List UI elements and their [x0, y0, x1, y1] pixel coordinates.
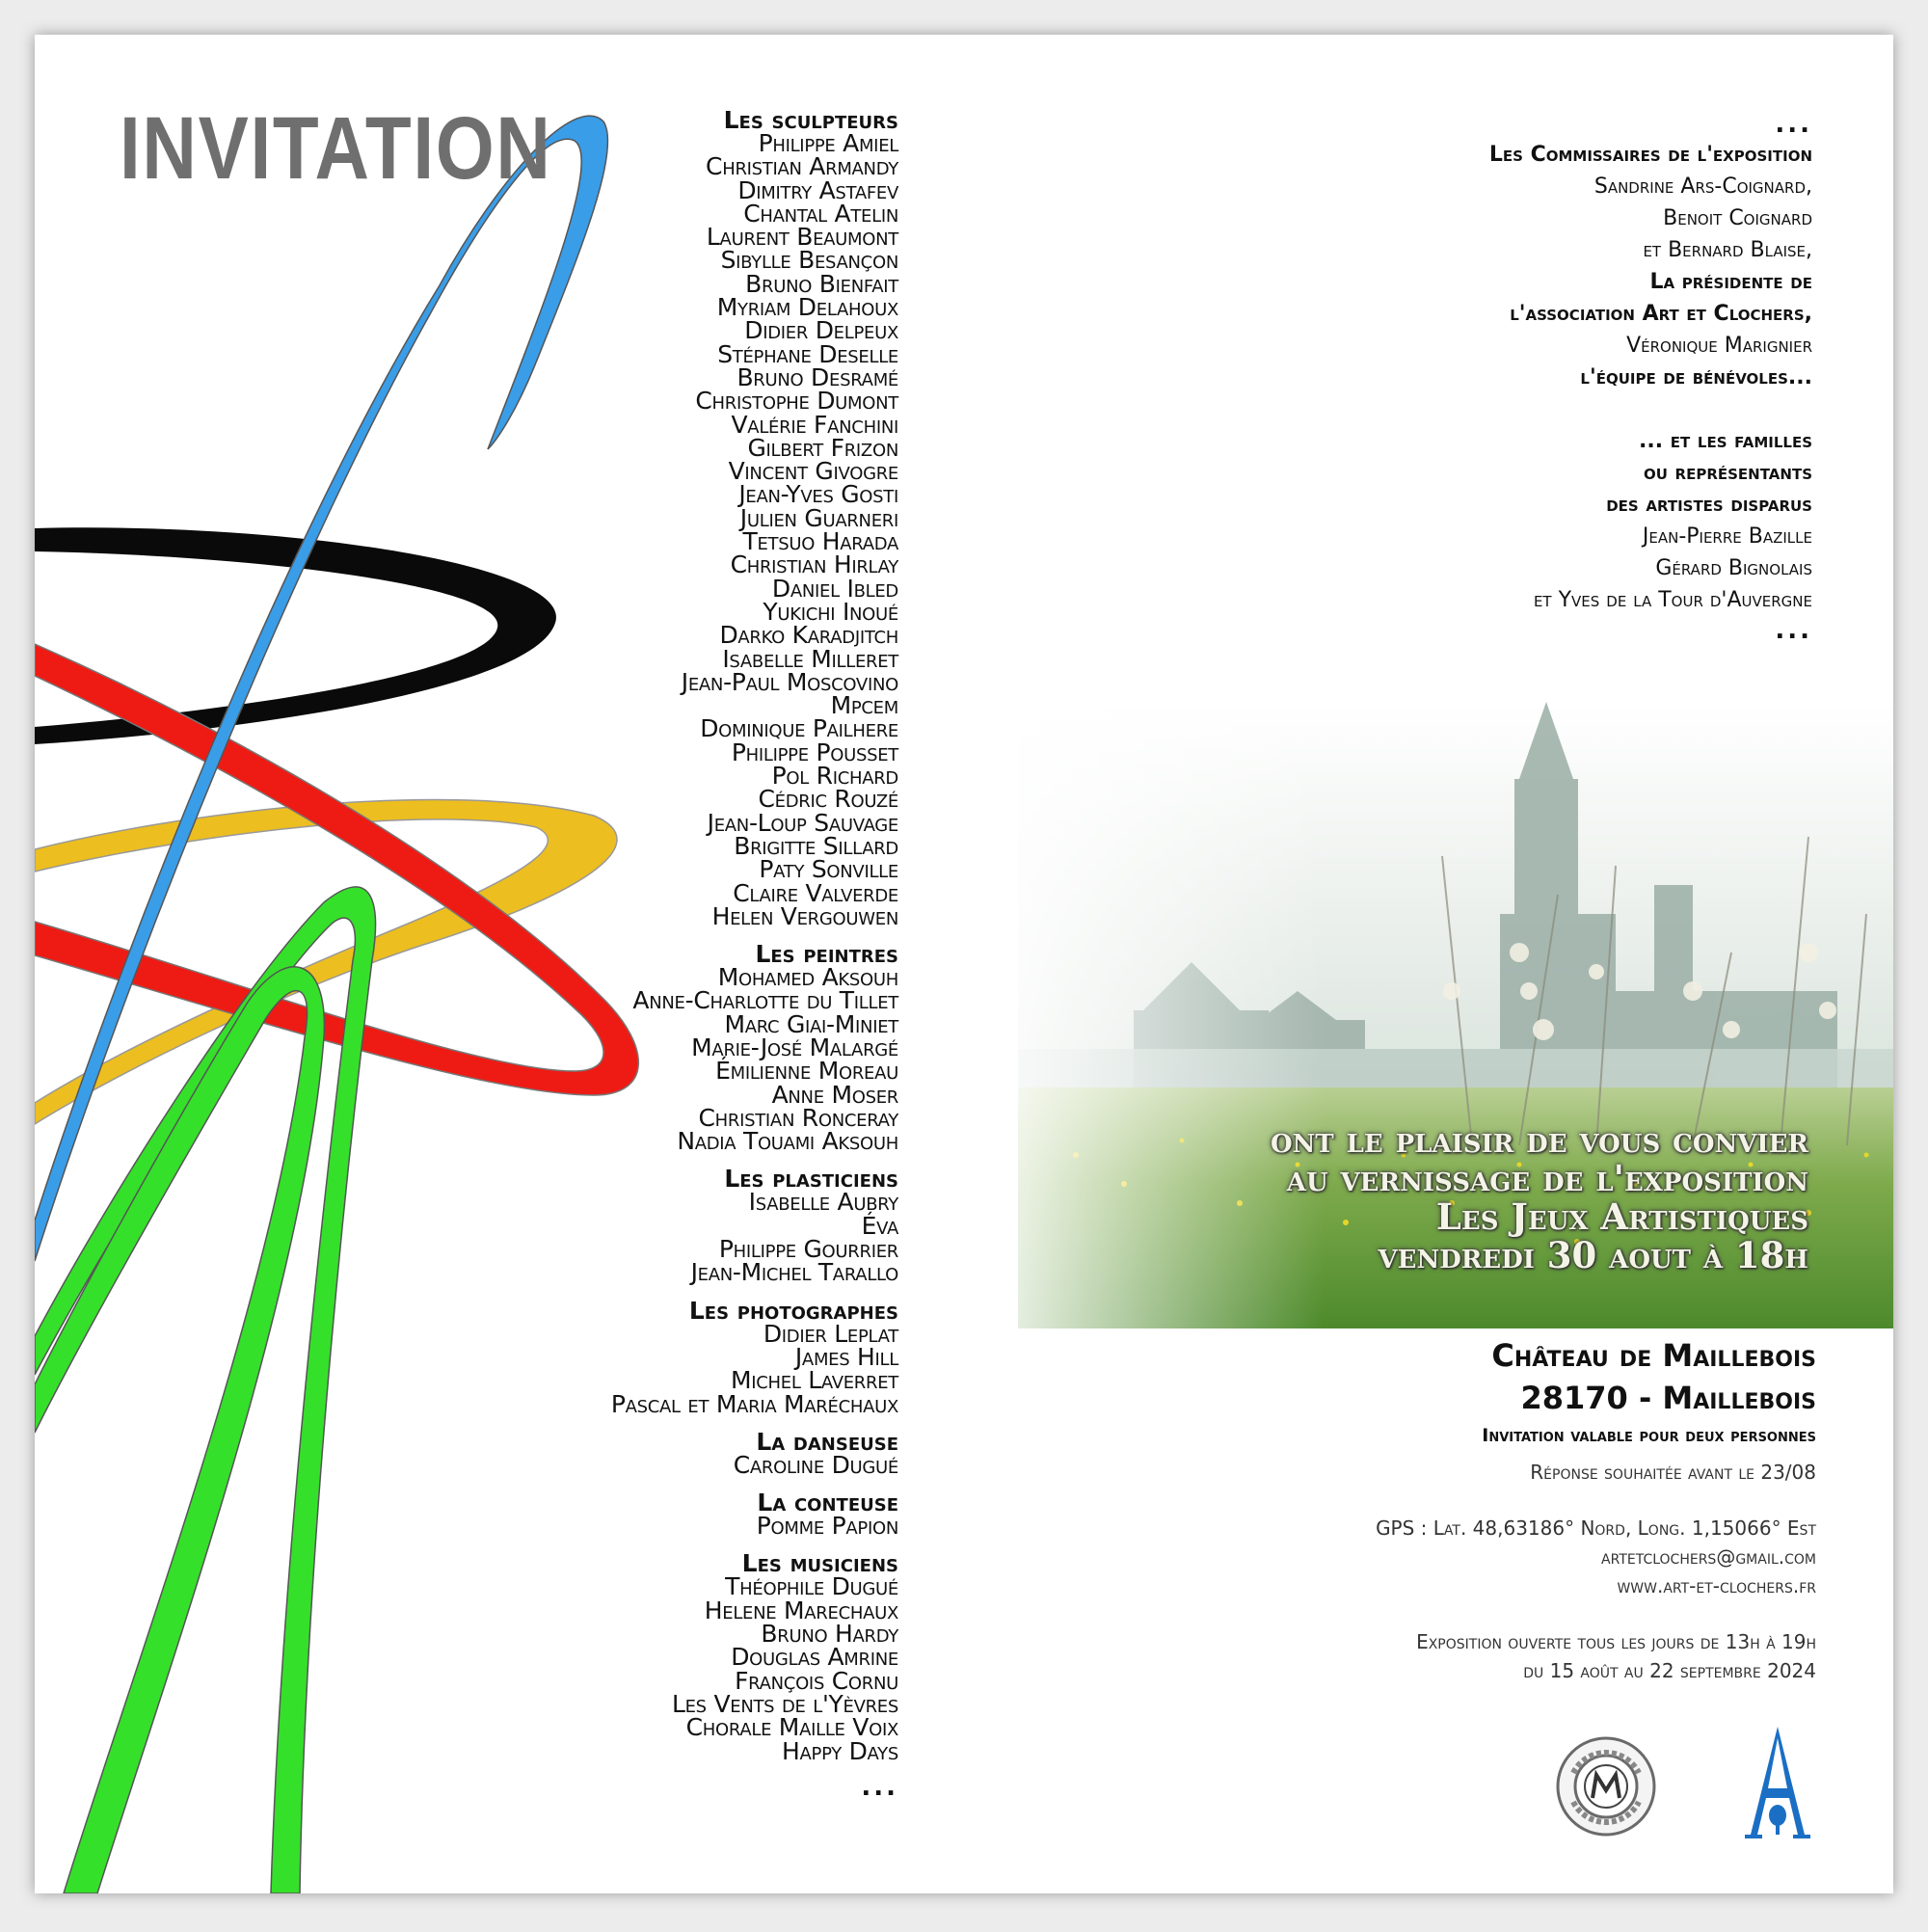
artist-group-heading: Les musiciens: [741, 1549, 898, 1578]
families-line: des artistes disparus: [1606, 493, 1812, 517]
artist-name: Pol Richard: [771, 762, 898, 791]
gps-coordinates: GPS : Lat. 48,63186° Nord, Long. 1,15066° Est: [1376, 1516, 1816, 1540]
artist-name: Éva: [861, 1211, 898, 1240]
curator-name: Benoit Coignard: [1663, 206, 1812, 230]
families-line: ou représentants: [1643, 461, 1812, 485]
artists-list: [359, 106, 898, 1802]
artist-name: Christian Ronceray: [698, 1103, 898, 1132]
artist-group: [359, 1427, 898, 1479]
artist-name: Stéphane Deselle: [717, 339, 898, 368]
practical-info: [1376, 1458, 1816, 1685]
artist-name: Jean-Michel Tarallo: [690, 1258, 898, 1287]
venue-name: Château de Maillebois: [1491, 1337, 1816, 1374]
event-announcement: [1271, 1120, 1808, 1275]
artist-name: Philippe Pousset: [731, 738, 898, 766]
artist-name: Anne-Charlotte du Tillet: [632, 986, 898, 1015]
exhibition-dates: du 15 août au 22 septembre 2024: [1523, 1659, 1816, 1682]
artist-name: Helen Vergouwen: [711, 901, 898, 930]
art-et-clochers-logo-icon: [1743, 1727, 1812, 1840]
artist-name: Caroline Dugué: [733, 1450, 898, 1479]
artist-name: Didier Delpeux: [744, 316, 898, 345]
artist-group-heading: Les plasticiens: [724, 1165, 898, 1194]
families-line: ... et les familles: [1639, 429, 1812, 453]
artist-name: Isabelle Milleret: [722, 644, 898, 673]
artist-group: [359, 940, 898, 1156]
artist-name: Happy Days: [782, 1736, 898, 1765]
family-name: Jean-Pierre Bazille: [1642, 524, 1812, 549]
artist-group-heading: Les sculpteurs: [723, 106, 898, 134]
artist-name: Helene Marechaux: [704, 1596, 898, 1624]
website-url: www.art-et-clochers.fr: [1617, 1574, 1816, 1597]
ellipsis-bottom: ...: [1775, 616, 1812, 645]
hosts-block: [1138, 110, 1812, 645]
rsvp-note: Réponse souhaitée avant le 23/08: [1530, 1461, 1816, 1484]
artist-group-heading: La conteuse: [757, 1489, 898, 1517]
president-heading: La présidente de: [1649, 270, 1812, 294]
artist-name: Jean-Yves Gosti: [738, 480, 898, 509]
artist-name: Chantal Atelin: [743, 199, 898, 228]
artist-name: Nadia Touami Aksouh: [677, 1127, 898, 1156]
curator-name: et Bernard Blaise,: [1643, 238, 1812, 262]
artist-name: Mohamed Aksouh: [717, 963, 898, 992]
artists-ellipsis: ...: [861, 1772, 898, 1802]
artist-name: Didier Leplat: [763, 1319, 898, 1348]
artist-name: Brigitte Sillard: [734, 831, 898, 860]
curators-heading: Les Commissaires de l'exposition: [1488, 143, 1812, 167]
artist-group: [359, 1296, 898, 1418]
artist-name: Chorale Maille Voix: [685, 1713, 898, 1742]
family-name: et Yves de la Tour d'Auvergne: [1533, 588, 1812, 612]
artist-name: Claire Valverde: [733, 878, 898, 907]
president-name: Véronique Marignier: [1626, 334, 1812, 358]
artist-name: Christophe Dumont: [695, 387, 898, 416]
artist-name: Sibylle Besançon: [720, 246, 898, 275]
artist-name: Valérie Fanchini: [731, 410, 898, 439]
validity-note: Invitation valable pour deux personnes: [1482, 1425, 1816, 1446]
email-address: artetclochers@gmail.com: [1601, 1545, 1816, 1569]
invitation-title: INVITATION: [120, 99, 552, 198]
invitation-card: [35, 35, 1893, 1893]
artist-name: Philippe Gourrier: [718, 1235, 898, 1264]
artist-name: Bruno Hardy: [761, 1620, 898, 1649]
event-date: vendredi 30 aout à 18h: [1378, 1234, 1808, 1276]
artist-name: Anne Moser: [771, 1080, 898, 1109]
artist-name: Dimitry Astafev: [737, 175, 898, 204]
artist-name: Christian Hirlay: [730, 550, 898, 579]
artist-name: Darko Karadjitch: [719, 621, 898, 650]
artist-name: Jean-Loup Sauvage: [707, 808, 898, 837]
volunteers-line: l'équipe de bénévoles...: [1580, 365, 1812, 389]
artist-name: Jean-Paul Moscovino: [681, 667, 898, 696]
artist-group-heading: Les photographes: [688, 1296, 898, 1325]
announcement-line: ont le plaisir de vous convier: [1270, 1118, 1808, 1161]
artist-name: Marie-José Malargé: [691, 1033, 898, 1061]
artist-name: Théophile Dugué: [725, 1572, 898, 1601]
artist-name: Tetsuo Harada: [742, 527, 898, 556]
artist-name: Marc Giai-Miniet: [724, 1009, 898, 1038]
artist-name: Isabelle Aubry: [748, 1188, 898, 1217]
venue-block: [1482, 1334, 1816, 1450]
artist-name: Vincent Givogre: [728, 457, 898, 486]
artist-name: Daniel Ibled: [771, 574, 898, 603]
curator-name: Sandrine Ars-Coignard,: [1593, 174, 1812, 199]
venue-city: 28170 - Maillebois: [1520, 1380, 1816, 1416]
artist-name: Pomme Papion: [756, 1512, 898, 1541]
artist-name: Laurent Beaumont: [706, 223, 898, 252]
artist-group-heading: Les peintres: [755, 940, 898, 969]
artist-name: James Hill: [794, 1342, 898, 1371]
artist-name: Yukichi Inoué: [763, 597, 898, 626]
artist-name: Myriam Delahoux: [716, 293, 898, 322]
artist-name: Christian Armandy: [706, 152, 898, 181]
artist-name: Douglas Amrine: [731, 1643, 898, 1672]
artist-name: Julien Guarneri: [739, 503, 898, 532]
artist-name: Émilienne Moreau: [715, 1057, 898, 1086]
artist-name: Gilbert Frizon: [747, 433, 898, 462]
association-heading: l'association Art et Clochers,: [1510, 302, 1812, 326]
artist-group: [359, 1165, 898, 1287]
ellipsis-top: ...: [1775, 110, 1812, 139]
artist-name: Bruno Bienfait: [745, 269, 898, 298]
announcement-line: au vernissage de l'exposition: [1286, 1157, 1808, 1199]
family-name: Gérard Bignolais: [1655, 556, 1812, 580]
exhibition-name: Les Jeux Artistiques: [1435, 1195, 1808, 1238]
artist-name: Mpcem: [830, 691, 898, 720]
chateau-de-maillebois-seal-icon: [1554, 1734, 1658, 1838]
artist-name: Pascal et Maria Maréchaux: [610, 1389, 898, 1418]
artist-name: Les Vents de l'Yèvres: [671, 1689, 898, 1718]
artist-name: François Cornu: [735, 1666, 898, 1695]
artist-name: Paty Sonville: [759, 855, 898, 884]
artist-group: [359, 1489, 898, 1541]
artist-name: Dominique Pailhere: [700, 714, 898, 743]
artist-name: Bruno Desramé: [736, 362, 898, 391]
opening-hours: Exposition ouverte tous les jours de 13h à 19h: [1416, 1630, 1816, 1653]
artist-group: [359, 1549, 898, 1765]
artist-group: [359, 108, 898, 928]
artist-name: Philippe Amiel: [758, 129, 898, 157]
artist-group-heading: La danseuse: [756, 1427, 898, 1456]
artist-name: Cédric Rouzé: [758, 785, 898, 814]
artist-name: Michel Laverret: [731, 1366, 898, 1395]
